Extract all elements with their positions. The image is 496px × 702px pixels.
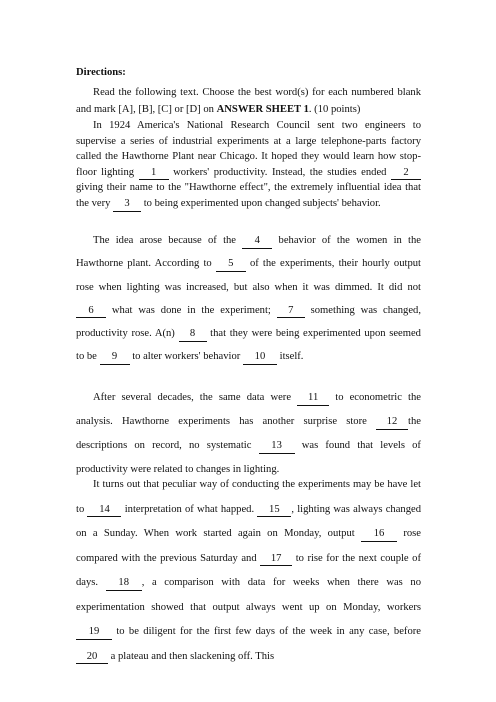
- p2-text-c: of the experiments, their hourly output rose when lighting was increased, but also when it was dimmed. It did not: [76, 258, 421, 293]
- blank-2[interactable]: 2: [391, 168, 421, 181]
- blank-15[interactable]: 15: [257, 505, 291, 518]
- blank-5[interactable]: 5: [216, 259, 246, 272]
- p3-text-d: was found that levels of productivity were related to changes in lighting.: [76, 440, 421, 475]
- p1-text-a: In 1924 America's National Research Council sent two engineers to supervise a series of industrial experiments at a large telephone-parts factory called the Hawthorne Plant near Chicago. It hoped they would learn how stop-floor lighting: [76, 120, 421, 178]
- p1-text-d: to being experimented upon changed subjects' behavior.: [143, 197, 381, 209]
- p2-text-g: to alter workers' behavior: [132, 351, 241, 363]
- p3-text-b: to econometric the analysis. Hawthorne experiments has another surprise store: [76, 392, 421, 427]
- blank-12[interactable]: 12: [376, 417, 408, 430]
- blank-13[interactable]: 13: [259, 441, 295, 454]
- p4-text-a: It turns out that peculiar way of conducting the experiments may be have let to: [76, 479, 421, 515]
- p4-text-f: , a comparison with data for weeks when there was no experimentation showed that output always went up on Monday, workers: [76, 577, 421, 613]
- p4-text-h: a plateau and then slackening off. This: [110, 650, 275, 662]
- instructions-paragraph: [76, 84, 421, 118]
- answer-sheet-label: ANSWER SHEET 1: [216, 104, 309, 115]
- p2-text-b: behavior of the women in the Hawthorne plant. According to: [76, 235, 422, 270]
- blank-10[interactable]: 10: [243, 352, 277, 365]
- blank-17[interactable]: 17: [260, 554, 292, 567]
- paragraph-4: [76, 473, 421, 669]
- p1-text-b: workers' productivity. Instead, the studies ended: [173, 166, 387, 178]
- p3-text-c: the descriptions on record, no systematic: [76, 416, 421, 451]
- paragraph-2: [76, 229, 421, 369]
- blank-6[interactable]: 6: [76, 306, 106, 319]
- blank-4[interactable]: 4: [242, 236, 272, 249]
- p4-text-b: interpretation of what happed.: [124, 503, 255, 515]
- blank-20[interactable]: 20: [76, 652, 108, 665]
- blank-3[interactable]: 3: [113, 199, 141, 212]
- blank-19[interactable]: 19: [76, 627, 112, 640]
- p4-text-e: to rise for the next couple of days.: [76, 552, 421, 588]
- blank-9[interactable]: 9: [100, 352, 130, 365]
- p3-text-a: After several decades, the same data were: [93, 392, 292, 403]
- instructions-text: Read the following text. Choose the best word(s) for each numbered blank and mark [A], [B], [C] or [D] on: [76, 87, 421, 115]
- blank-14[interactable]: 14: [87, 505, 121, 518]
- paragraph-1: [76, 118, 421, 212]
- blank-11[interactable]: 11: [297, 393, 329, 406]
- p2-text-h: itself.: [279, 351, 304, 363]
- p2-text-d: what was done in the experiment;: [111, 304, 271, 316]
- blank-18[interactable]: 18: [106, 578, 142, 591]
- blank-8[interactable]: 8: [179, 329, 207, 342]
- p2-text-e: something was changed, productivity rose. A(n): [76, 304, 421, 340]
- p4-text-c: , lighting was always changed on a Sunday. When work started again on Monday, output: [76, 503, 422, 539]
- instructions-points: . (10 points): [308, 104, 361, 115]
- p1-text-c: giving their name to the "Hawthorne effect", the extremely influential idea that the very: [76, 182, 421, 209]
- paragraph-3: [76, 386, 421, 482]
- blank-1[interactable]: 1: [139, 168, 169, 181]
- directions-heading: Directions:: [76, 67, 126, 78]
- blank-16[interactable]: 16: [361, 529, 397, 542]
- p2-text-f: that they were being experimented upon seemed to be: [76, 328, 421, 363]
- p4-text-d: rose compared with the previous Saturday and: [76, 528, 422, 564]
- blank-7[interactable]: 7: [277, 306, 305, 319]
- p2-text-a: The idea arose because of the: [93, 235, 237, 246]
- p4-text-g: to be diligent for the first few days of the week in any case, before: [116, 626, 421, 637]
